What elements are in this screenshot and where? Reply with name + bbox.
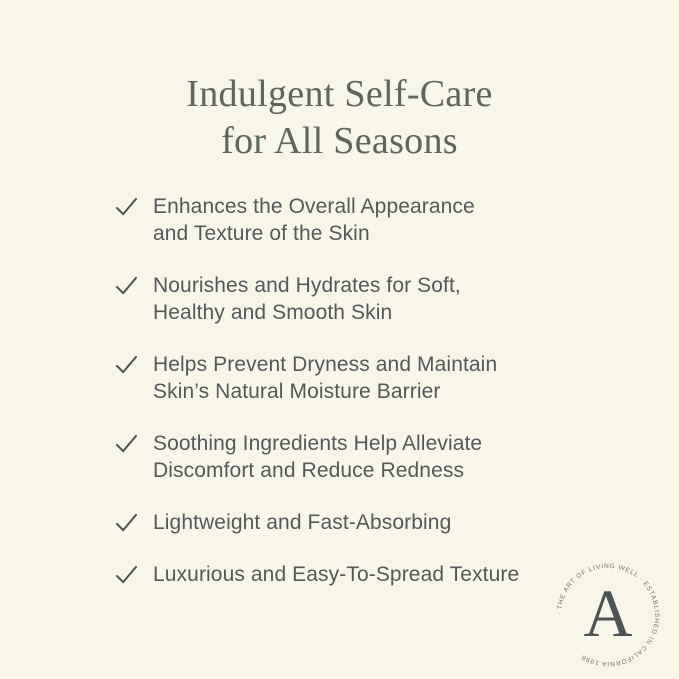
benefit-item (115, 430, 545, 484)
benefit-text-line: Healthy and Smooth Skin (153, 301, 393, 324)
checkmark-icon (115, 433, 138, 454)
benefit-text (153, 509, 451, 536)
benefit-text (153, 430, 482, 484)
benefit-text-line: Lightweight and Fast-Absorbing (153, 511, 452, 534)
benefit-text-line: Enhances the Overall Appearance (153, 195, 475, 218)
benefit-item (115, 272, 545, 326)
checkmark-icon (115, 196, 138, 217)
benefit-item (115, 351, 545, 405)
checkmark-icon (115, 354, 138, 375)
benefit-item (115, 561, 545, 588)
benefit-text (153, 561, 519, 588)
page-title (0, 71, 679, 165)
benefit-text-line: Helps Prevent Dryness and Maintain (153, 353, 498, 376)
checkmark-icon (115, 512, 138, 533)
benefit-text (153, 193, 475, 247)
title-line-1: Indulgent Self-Care (186, 73, 493, 115)
benefit-text-line: Nourishes and Hydrates for Soft, (153, 274, 461, 297)
benefit-item (115, 193, 545, 247)
benefit-text-line: Discomfort and Reduce Redness (153, 459, 465, 482)
badge-ring-text: · THE ART OF LIVING WELL · ESTABLISHED IN CALIFORNIA 1998 (555, 562, 661, 668)
benefit-text (153, 351, 497, 405)
checkmark-icon (115, 275, 138, 296)
benefit-text-line: Soothing Ingredients Help Alleviate (153, 432, 483, 455)
benefit-text-line: Skin’s Natural Moisture Barrier (153, 380, 441, 403)
benefit-text (153, 272, 461, 326)
benefit-item (115, 509, 545, 536)
brand-badge (548, 555, 668, 675)
badge-monogram: A (583, 575, 633, 651)
checkmark-icon (115, 564, 138, 585)
benefits-list (115, 193, 545, 613)
benefit-text-line: Luxurious and Easy-To-Spread Texture (153, 563, 520, 586)
brand-badge-seal (548, 555, 668, 675)
benefit-text-line: and Texture of the Skin (153, 222, 370, 245)
title-line-2: for All Seasons (221, 120, 458, 162)
